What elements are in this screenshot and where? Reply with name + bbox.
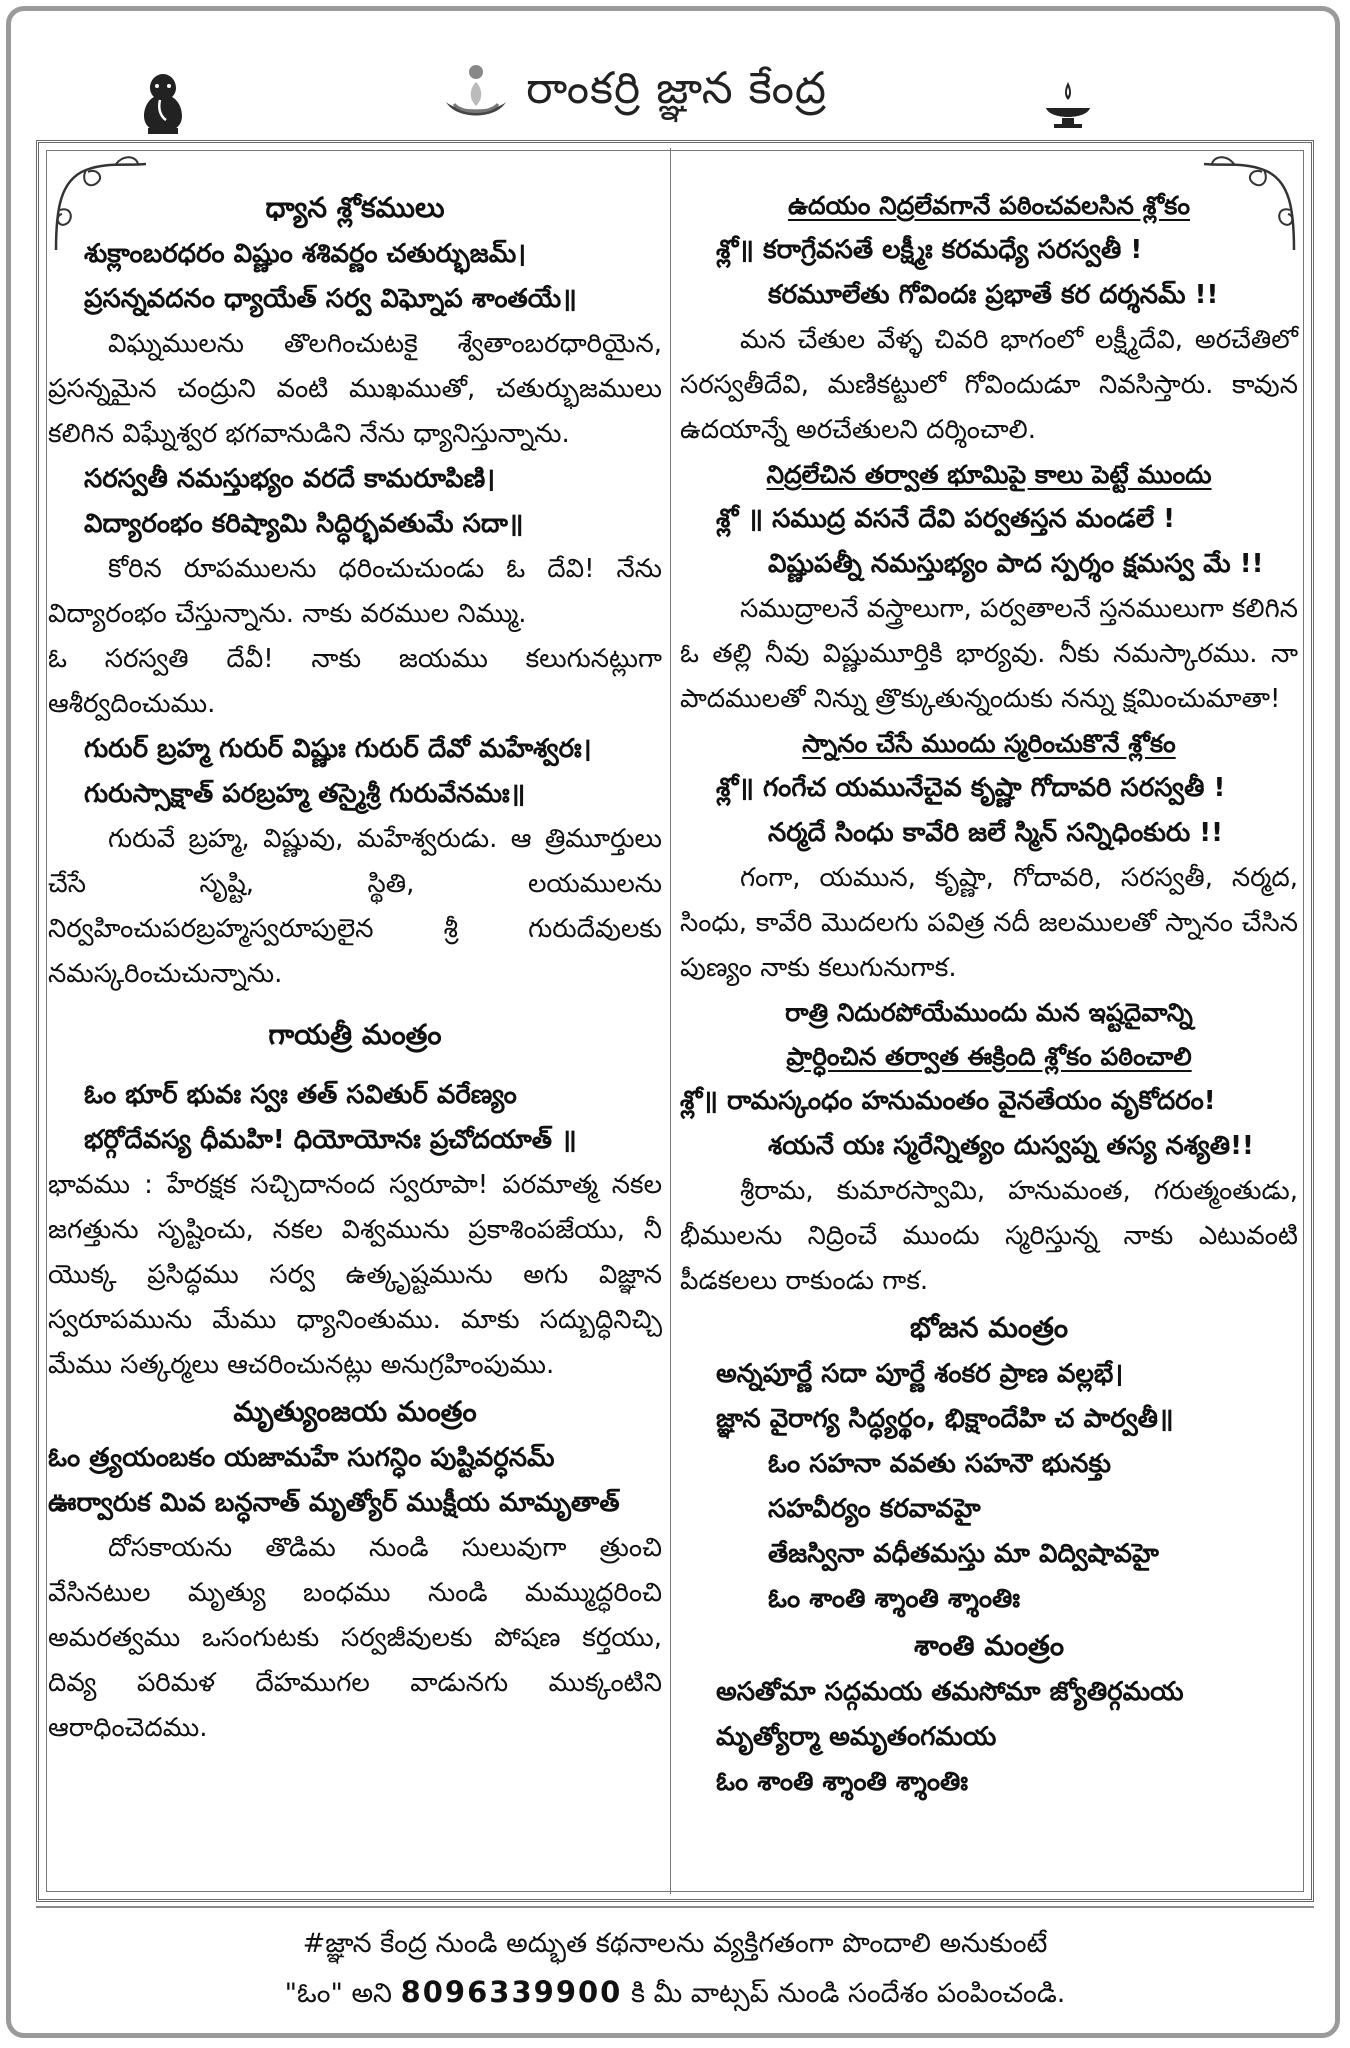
morning-verse-2: కరమూలేతు గోవిందః ప్రభాతే కర దర్శనమ్ !! bbox=[768, 280, 1219, 310]
bhojana-verse-5: తేజస్వినా వధీతమస్తు మా విద్విషావహై bbox=[768, 1539, 1159, 1569]
bhojana-title: భోజన మంత్రం bbox=[909, 1311, 1069, 1344]
dhyana-verse-3: సరస్వతీ నమస్తుభ్యం వరదే కామరూపిణి। bbox=[84, 464, 496, 494]
footer-line-2-prefix: "ఓం" అని bbox=[284, 1978, 401, 2009]
shanti-title: శాంతి మంత్రం bbox=[913, 1629, 1065, 1662]
whatsapp-number: 8096339900 bbox=[400, 1975, 623, 2009]
gayatri-title: గాయత్రీ మంత్రం bbox=[268, 1018, 442, 1051]
brand-logo bbox=[440, 58, 827, 130]
mrityunjaya-title: మృత్యుంజయ మంత్రం bbox=[233, 1395, 477, 1428]
snanam-meaning: గంగా, యమున, కృష్ణా, గోదావరి, సరస్వతీ, నర్మద, సింధు, కావేరి మొదలగు పవిత్ర నదీ జలములతో స్నానం చేసిన పుణ్యం నాకు కలుగునుగాక. bbox=[680, 863, 1298, 983]
gayatri-verse-1: ఓం భూర్ భువః స్వః తత్ సవితుర్ వరేణ్యం bbox=[84, 1080, 517, 1110]
mrityunjaya-verse-1: ఓం త్ర్యయంబకం యజామహే సుగన్ధిం పుష్టివర్ధనమ్ bbox=[48, 1443, 555, 1473]
meditation-logo-icon bbox=[440, 58, 512, 130]
bhojana-verse-2: జ్ఞాన వైరాగ్య సిద్ధ్యర్థం, భిక్షాందేహి చ పార్వతీ॥ bbox=[716, 1404, 1174, 1434]
bhumi-meaning: సముద్రాలనే వస్త్రాలుగా, పర్వతాలనే స్తనములుగా కలిగిన ఓ తల్లి నీవు విష్ణుమూర్తికి భార్యవు. నీకు నమస్కారము. నా పాదములతో నిన్ను త్రొక్కుతున్నందుకు నన్ను క్షమించుమాతా! bbox=[680, 594, 1298, 714]
mrityunjaya-verse-2: ఊర్వారుక మివ బన్ధనాత్ మృత్యోర్ ముక్షీయ మామృతాత్ bbox=[48, 1488, 620, 1518]
night-title-2: ప్రార్ధించిన తర్వాత ఈక్రింది శ్లోకం పఠించాలి bbox=[786, 1042, 1192, 1071]
snanam-title: స్నానం చేసే ముందు స్మరించుకొనే శ్లోకం bbox=[802, 729, 1176, 758]
dhyana-meaning-1: విఘ్నములను తొలగించుటకై శ్వేతాంబరధారియైన, ప్రసన్నమైన చంద్రుని వంటి ముఖముతో, చతుర్భుజములు కలిగిన విఘ్నేశ్వర భగవానుడిని నేను ధ్యానిస్తున్నాను. bbox=[48, 329, 662, 449]
bhojana-verse-3: ఓం సహనా వవతు సహనౌ భునక్తు bbox=[768, 1449, 1112, 1479]
night-title-1: రాత్రి నిదురపోయేముందు మన ఇష్టదైవాన్ని bbox=[785, 998, 1193, 1027]
bhojana-verse-4: సహవీర్యం కరవావహై bbox=[768, 1494, 981, 1524]
snanam-verse-2: నర్మదే సింధు కావేరి జలే స్మిన్ సన్నిధింకురు !! bbox=[768, 818, 1223, 848]
footer-line-2 bbox=[0, 1968, 1350, 2018]
brand-name: రాంకర్రి జ్ఞాన కేంద్ర bbox=[526, 63, 827, 114]
left-column bbox=[48, 160, 662, 1890]
shanti-verse-2: మృత్యోర్మా అమృతంగమయ bbox=[716, 1722, 997, 1752]
dhyana-verse-5: గురుర్ బ్రహ్మ గురుర్ విష్ణుః గురుర్ దేవో మహేశ్వరః। bbox=[84, 734, 592, 764]
right-column bbox=[680, 160, 1298, 1890]
oil-lamp-icon bbox=[1040, 80, 1096, 130]
footer-divider bbox=[36, 1906, 1314, 1908]
bhumi-title: నిద్రలేచిన తర్వాత భూమిపై కాలు పెట్టే ముందు bbox=[766, 460, 1212, 489]
dhyana-meaning-2: కోరిన రూపములను ధరించుచుండు ఓ దేవి! నేను విద్యారంభం చేస్తున్నాను. నాకు వరముల నిమ్ము. bbox=[48, 554, 662, 629]
mrityunjaya-meaning: దోసకాయను తొడిమ నుండి సులువుగా త్రుంచి వేసినటుల మృత్యు బంధము నుండి మమ్ముద్ధరించి అమరత్వము ఒసంగుటకు సర్వజీవులకు పోషణ కర్తయు, దివ్య పరిమళ దేహముగల వాడునగు ముక్కంటిని ఆరాధించెదము. bbox=[48, 1533, 662, 1743]
snanam-verse-1: శ్లో॥ గంగేచ యమునేచైవ కృష్ణా గోదావరి సరస్వతీ ! bbox=[716, 773, 1226, 803]
gayatri-verse-2: భర్గోదేవస్య ధీమహి! ధియోయోనః ప్రచోదయాత్ ॥ bbox=[84, 1125, 577, 1155]
dhyana-title: ధ్యాన శ్లోకములు bbox=[265, 191, 445, 224]
shanti-verse-3: ఓం శాంతి శ్శాంతి శ్శాంతిః bbox=[716, 1767, 969, 1797]
page-footer bbox=[0, 1920, 1350, 2018]
bhumi-verse-1: శ్లో ॥ సముద్ర వసనే దేవి పర్వతస్తన మండలే ! bbox=[716, 504, 1176, 534]
dhyana-meaning-3: ఓ సరస్వతి దేవీ! నాకు జయము కలుగునట్లుగా ఆశీర్వదించుము. bbox=[48, 644, 662, 719]
bhojana-verse-1: అన్నపూర్ణే సదా పూర్ణే శంకర ప్రాణ వల్లభే। bbox=[716, 1359, 1124, 1389]
dhyana-verse-1: శుక్లాంబరధరం విష్ణుం శశివర్ణం చతుర్భుజమ్। bbox=[84, 239, 527, 269]
ganesha-icon bbox=[138, 70, 188, 136]
gayatri-meaning: భావము : హేరక్షక సచ్చిదానంద స్వరూపా! పరమాత్మ నకల జగత్తును సృష్టించు, నకల విశ్వమును ప్రకాశింపజేయు, నీ యొక్క ప్రసిద్ధము సర్వ ఉత్కృష్టమును అగు విజ్ఞాన స్వరూపమును మేము ధ్యానింతుము. మాకు సద్బుద్ధినిచ్చి మేము సత్కర్మలు ఆచరించునట్లు అనుగ్రహింపుము. bbox=[48, 1170, 662, 1380]
footer-line-1: #జ్ఞాన కేంద్ర నుండి అద్భుత కథనాలను వ్యక్తిగతంగా పొందాలి అనుకుంటే bbox=[302, 1928, 1048, 1959]
column-divider bbox=[670, 148, 671, 1894]
dhyana-verse-6: గురుస్సాక్షాత్ పరబ్రహ్మ తస్మైశ్రీ గురువేనమః॥ bbox=[84, 779, 526, 809]
night-verse-1: శ్లో॥ రామస్కంధం హనుమంతం వైనతేయం వృకోదరం! bbox=[680, 1086, 1216, 1116]
page-header bbox=[0, 40, 1350, 150]
footer-line-2-suffix: కి మీ వాట్సప్ నుండి సందేశం పంపించండి. bbox=[622, 1978, 1066, 2009]
night-verse-2: శయనే యః స్మరేన్నిత్యం దుస్వప్న తస్య నశ్యతి!! bbox=[768, 1131, 1254, 1161]
dhyana-meaning-4: గురువే బ్రహ్మ, విష్ణువు, మహేశ్వరుడు. ఆ త్రిమూర్తులు చేసే సృష్టి, స్థితి, లయములను నిర్వహించుపరబ్రహ్మస్వరూపులైన శ్రీ గురుదేవులకు నమస్కరించుచున్నాను. bbox=[48, 824, 662, 989]
morning-meaning: మన చేతుల వేళ్ళ చివరి భాగంలో లక్ష్మీదేవి, అరచేతిలో సరస్వతీదేవి, మణికట్టులో గోవిందుడూ నివసిస్తారు. కావున ఉదయాన్నే అరచేతులని దర్శించాలి. bbox=[680, 325, 1298, 445]
shanti-verse-1: అసతోమా సద్గమయ తమసోమా జ్యోతిర్గమయ bbox=[716, 1677, 1184, 1707]
dhyana-verse-2: ప్రసన్నవదనం ధ్యాయేత్ సర్వ విఘ్నోప శాంతయే॥ bbox=[84, 284, 577, 314]
morning-verse-1: శ్లో॥ కరాగ్రేవసతే లక్ష్మీః కరమధ్యే సరస్వతీ ! bbox=[716, 235, 1143, 265]
dhyana-verse-4: విద్యారంభం కరిష్యామి సిద్ధిర్భవతుమే సదా॥ bbox=[84, 509, 524, 539]
morning-title: ఉదయం నిద్రలేవగానే పఠించవలసిన శ్లోకం bbox=[787, 191, 1191, 220]
night-meaning: శ్రీరామ, కుమారస్వామి, హనుమంత, గరుత్మంతుడు, భీములను నిద్రించే ముందు స్మరిస్తున్న నాకు ఎటువంటి పీడకలలు రాకుండు గాక. bbox=[680, 1176, 1298, 1296]
bhojana-verse-6: ఓం శాంతి శ్శాంతి శ్శాంతిః bbox=[768, 1584, 1021, 1614]
bhumi-verse-2: విష్ణుపత్నీ నమస్తుభ్యం పాద స్పర్శం క్షమస్వ మే !! bbox=[768, 549, 1264, 579]
